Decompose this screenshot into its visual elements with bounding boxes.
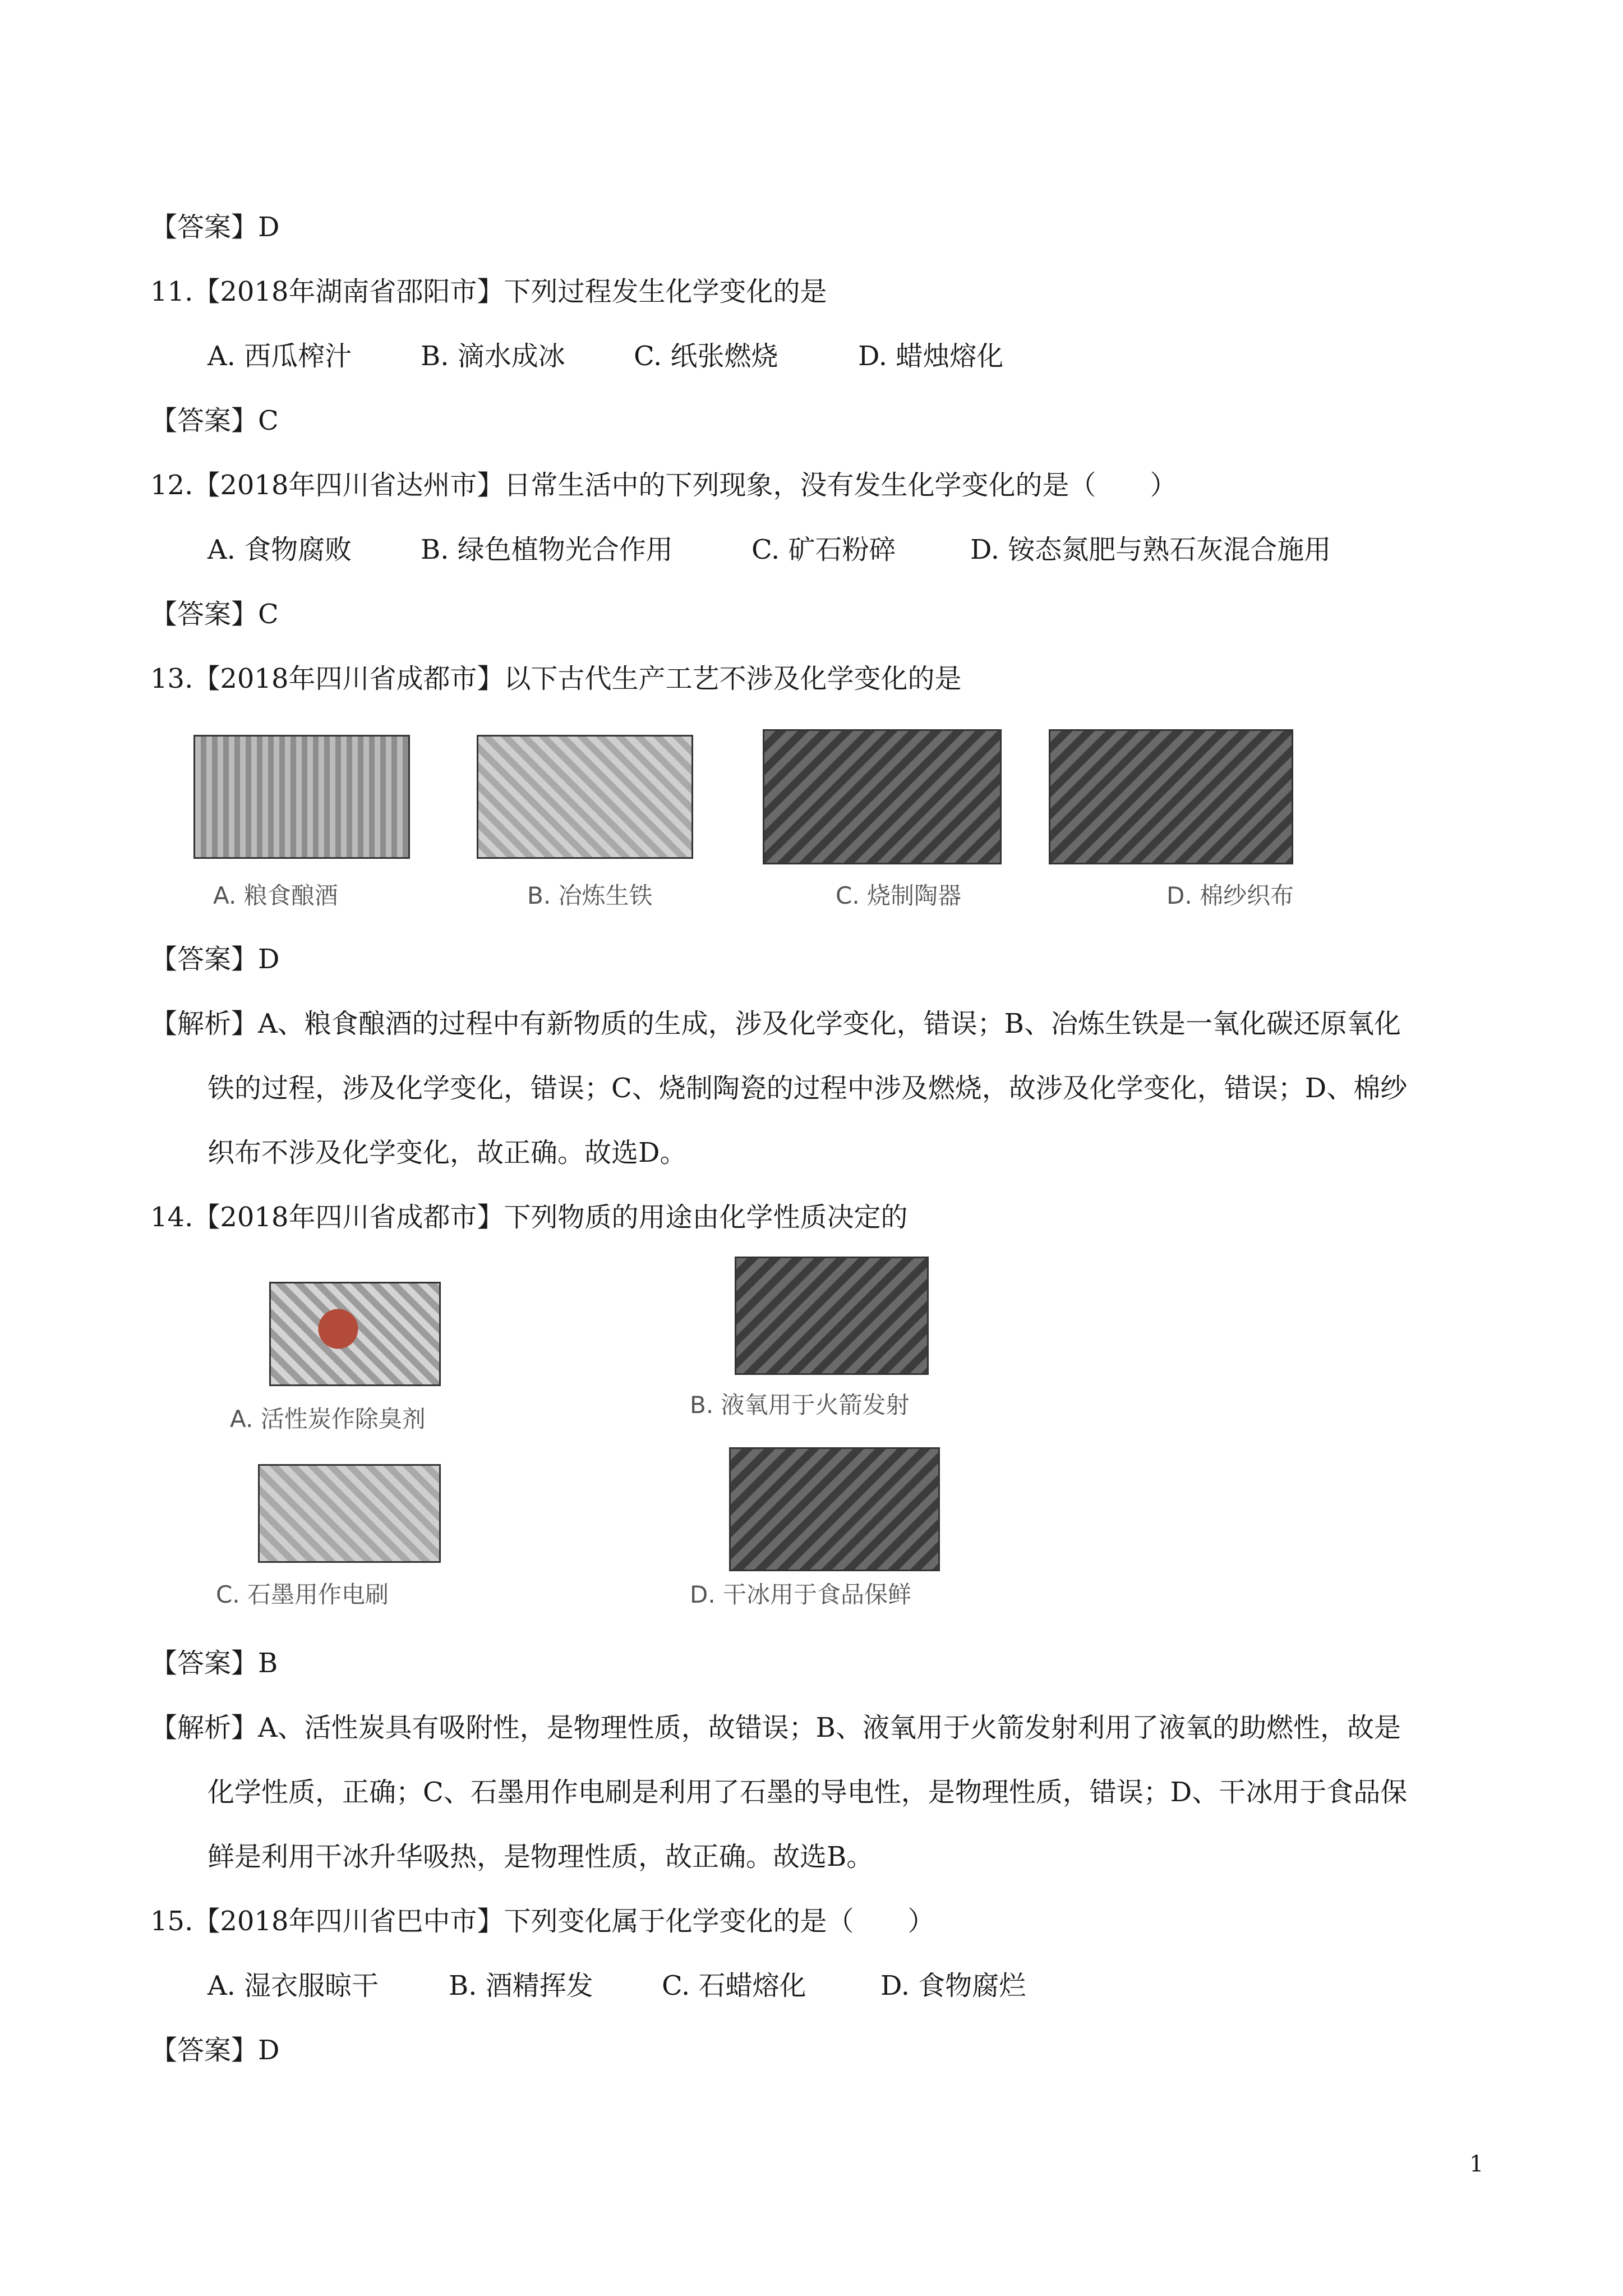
q14-caption-d: D. 干冰用于食品保鲜 [690,1581,912,1608]
option-c: C. 纸张燃烧 [634,341,778,372]
question-14: 14.【2018年四川省成都市】下列物质的用途由化学性质决定的 [150,1202,908,1233]
answer-14: 【答案】B [150,1648,278,1679]
q13-image-a [193,735,410,859]
question-12: 12.【2018年四川省达州市】日常生活中的下列现象，没有发生化学变化的是（ ） [150,470,1177,501]
answer-10: 【答案】D [150,211,280,243]
option-d: D. 蜡烛熔化 [858,341,1004,372]
answer-13: 【答案】D [150,944,280,975]
option-a: A. 湿衣服晾干 [208,1970,379,2001]
explanation-14-line-2: 化学性质，正确；C、石墨用作电刷是利用了石墨的导电性，是物理性质，错误；D、干冰用于食品保 [208,1777,1408,1808]
explanation-14-line-1: 【解析】A、活性炭具有吸附性，是物理性质，故错误；B、液氧用于火箭发射利用了液氧的助燃性，故是 [150,1712,1401,1743]
q14-image-a [269,1282,441,1386]
explanation-13-line-1: 【解析】A、粮食酿酒的过程中有新物质的生成，涉及化学变化，错误；B、冶炼生铁是一氧化碳还原氧化 [150,1008,1401,1039]
option-c: C. 矿石粉碎 [751,534,896,565]
option-d: D. 铵态氮肥与熟石灰混合施用 [970,534,1331,565]
q13-image-d [1049,729,1293,864]
option-c: C. 石蜡熔化 [662,1970,806,2001]
q14-image-d [729,1447,940,1571]
page-number: 1 [1469,2151,1484,2177]
answer-12: 【答案】C [150,599,279,630]
q14-caption-b: B. 液氧用于火箭发射 [690,1391,910,1419]
option-b: B. 绿色植物光合作用 [421,534,673,565]
q14-image-b [735,1257,929,1375]
option-a: A. 食物腐败 [208,534,352,565]
question-13: 13.【2018年四川省成都市】以下古代生产工艺不涉及化学变化的是 [150,663,962,694]
q13-image-b [477,735,693,859]
q13-caption-b: B. 冶炼生铁 [527,882,653,909]
explanation-14-line-3: 鲜是利用干冰升华吸热，是物理性质，故正确。故选B。 [208,1841,874,1872]
option-b: B. 酒精挥发 [449,1970,593,2001]
q13-caption-a: A. 粮食酿酒 [213,882,338,909]
q14-caption-c: C. 石墨用作电刷 [216,1581,389,1608]
q13-caption-d: D. 棉纱织布 [1166,882,1294,909]
q14-caption-a: A. 活性炭作除臭剂 [230,1405,426,1433]
q13-caption-c: C. 烧制陶器 [836,882,962,909]
answer-11: 【答案】C [150,405,279,436]
option-b: B. 滴水成冰 [421,341,565,372]
option-d: D. 食物腐烂 [880,1970,1026,2001]
option-a: A. 西瓜榨汁 [208,341,352,372]
answer-15: 【答案】D [150,2035,280,2066]
explanation-13-line-3: 织布不涉及化学变化，故正确。故选D。 [208,1137,687,1168]
question-11: 11.【2018年湖南省邵阳市】下列过程发生化学变化的是 [150,276,827,307]
question-15: 15.【2018年四川省巴中市】下列变化属于化学变化的是（ ） [150,1906,935,1937]
explanation-13-line-2: 铁的过程，涉及化学变化，错误；C、烧制陶瓷的过程中涉及燃烧，故涉及化学变化，错误；D、棉纱 [208,1073,1408,1104]
q13-image-c [763,729,1002,864]
q14-image-c [258,1464,441,1563]
